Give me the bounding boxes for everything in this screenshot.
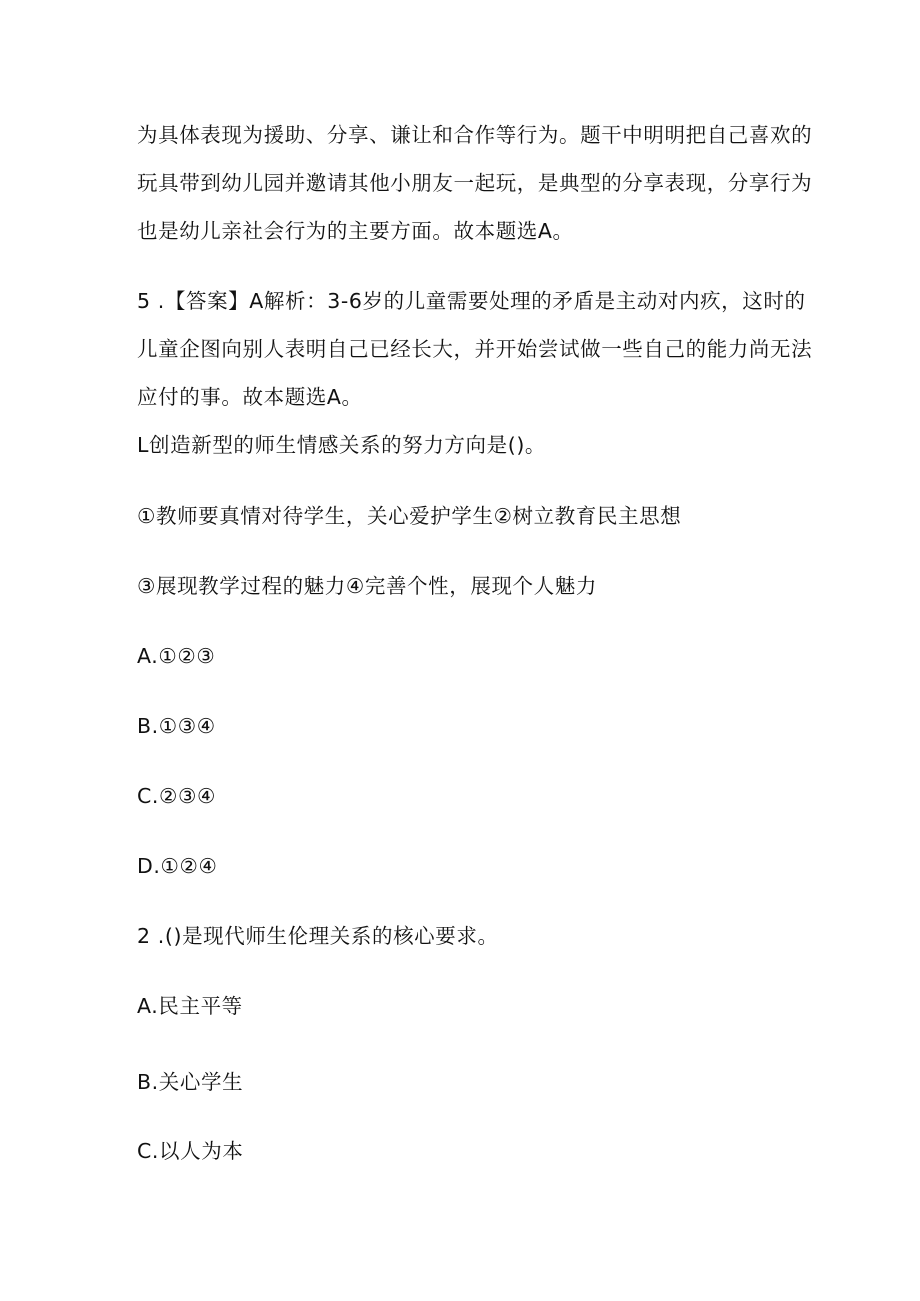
question1-statement-line-2: ③展现教学过程的魅力④完善个性，展现个人魅力 [137, 574, 597, 598]
answer4-line-2: 玩具带到幼儿园并邀请其他小朋友一起玩，是典型的分享表现，分享行为 [137, 171, 813, 195]
answer4-line-1: 为具体表现为援助、分享、谦让和合作等行为。题干中明明把自己喜欢的 [137, 123, 813, 147]
question2-option-c: C.以人为本 [137, 1139, 244, 1163]
question1-stem: L创造新型的师生情感关系的努力方向是()。 [137, 433, 547, 457]
question1-statement-line-1: ①教师要真情对待学生，关心爱护学生②树立教育民主思想 [137, 504, 682, 528]
answer5-line-1: 5 .【答案】A解析：3-6岁的儿童需要处理的矛盾是主动对内疚，这时的 [137, 289, 806, 313]
answer5-line-3: 应付的事。故本题选A。 [137, 385, 363, 409]
answer5-line-2: 儿童企图向别人表明自己已经长大，并开始尝试做一些自己的能力尚无法 [137, 337, 813, 361]
question2-option-a: A.民主平等 [137, 994, 243, 1018]
question1-option-c: C.②③④ [137, 784, 216, 808]
question2-option-b: B.关心学生 [137, 1070, 244, 1094]
question1-option-b: B.①③④ [137, 714, 216, 738]
answer4-line-3: 也是幼儿亲社会行为的主要方面。故本题选A。 [137, 219, 574, 243]
question1-option-d: D.①②④ [137, 854, 218, 878]
question1-option-a: A.①②③ [137, 644, 216, 668]
question2-stem: 2 .()是现代师生伦理关系的核心要求。 [137, 924, 499, 948]
